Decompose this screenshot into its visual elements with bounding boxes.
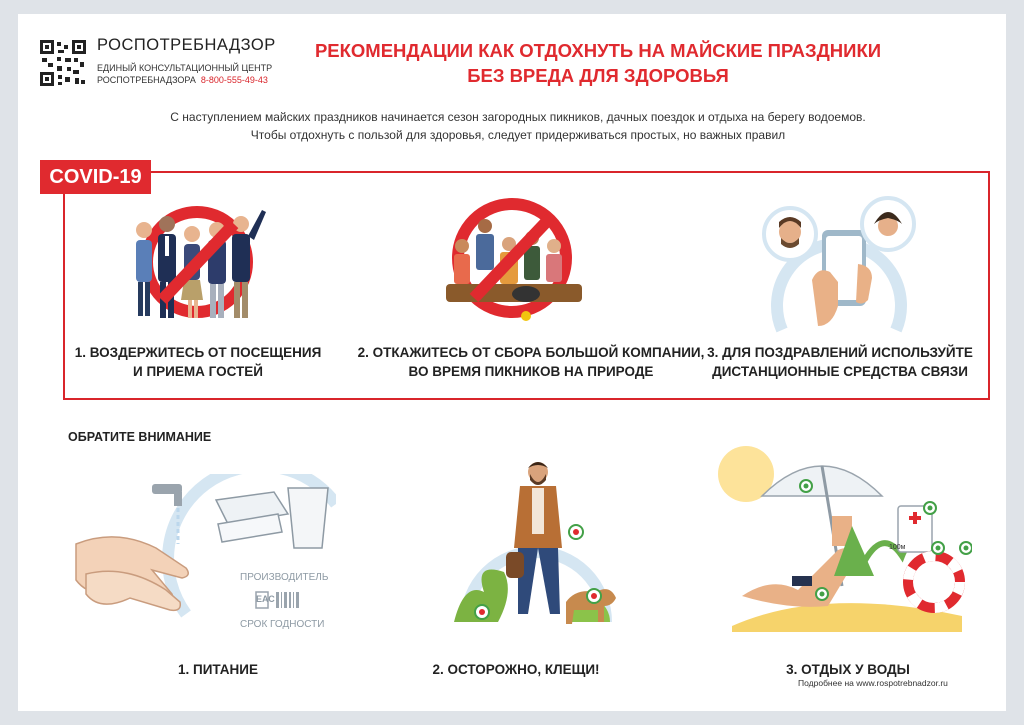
consult-center-line1: ЕДИНЫЙ КОНСУЛЬТАЦИОННЫЙ ЦЕНТР: [97, 63, 273, 73]
qr-code-icon: [40, 40, 86, 86]
page-title: [308, 38, 888, 88]
covid-caption-1-line2: И ПРИЕМА ГОСТЕЙ: [133, 364, 263, 379]
beach-icon: [702, 436, 972, 632]
covid-caption-3-line1: 3. ДЛЯ ПОЗДРАВЛЕНИЙ ИСПОЛЬЗУЙТЕ: [707, 345, 973, 360]
hotline-phone[interactable]: 8-800-555-49-43: [200, 75, 268, 85]
handwash-food-icon: [66, 474, 336, 624]
covid-caption-2-line1: 2. ОТКАЖИТЕСЬ ОТ СБОРА БОЛЬШОЙ КОМПАНИИ,: [357, 345, 705, 360]
intro-line2: Чтобы отдохнуть с пользой для здоровья, следует придерживаться простых, но важных правил: [250, 128, 786, 142]
title-line1: РЕКОМЕНДАЦИИ КАК ОТДОХНУТЬ НА МАЙСКИЕ ПРАЗДНИКИ: [314, 40, 882, 61]
covid-caption-2-line2: ВО ВРЕМЯ ПИКНИКОВ НА ПРИРОДЕ: [408, 364, 654, 379]
package-producer-label: ПРОИЗВОДИТЕЛЬ: [240, 572, 329, 583]
consult-center-line2: [97, 74, 272, 86]
consult-center: [97, 62, 272, 86]
covid-caption-1: [53, 343, 343, 381]
no-picnic-icon: [426, 194, 600, 324]
header-logo: [40, 36, 280, 96]
consult-center-org: РОСПОТРЕБНАДЗОРА: [97, 75, 196, 85]
attention-caption-3: 3. ОТДЫХ У ВОДЫ: [786, 662, 910, 677]
covid-caption-2: [356, 343, 706, 381]
package-eac-mark: ЕАС: [256, 594, 275, 604]
footer-link[interactable]: Подробнее на www.rospotrebnadzor.ru: [798, 678, 948, 688]
package-expiry-label: СРОК ГОДНОСТИ: [240, 619, 325, 630]
smartphone-call-icon: [754, 190, 924, 338]
attention-heading: ОБРАТИТЕ ВНИМАНИЕ: [68, 430, 212, 444]
covid-label: COVID-19: [40, 160, 151, 194]
attention-caption-2: 2. ОСТОРОЖНО, КЛЕЩИ!: [432, 662, 600, 677]
hiker-dog-icon: [446, 452, 626, 634]
poster: [18, 14, 1006, 711]
intro-line1: С наступлением майских праздников начинается сезон загородных пикников, дачных поездок и отдыха на берегу водоемов.: [170, 110, 866, 124]
title-line2: БЕЗ ВРЕДА ДЛЯ ЗДОРОВЬЯ: [467, 65, 729, 86]
covid-caption-3: [690, 343, 990, 381]
covid-caption-1-line1: 1. ВОЗДЕРЖИТЕСЬ ОТ ПОСЕЩЕНИЯ: [74, 345, 322, 360]
beach-distance-sign: 100м: [889, 544, 906, 551]
intro-text: [78, 108, 958, 144]
attention-caption-1: 1. ПИТАНИЕ: [177, 662, 259, 677]
no-guests-icon: [114, 200, 280, 326]
org-name: РОСПОТРЕБНАДЗОР: [97, 36, 276, 54]
covid-caption-3-line2: ДИСТАНЦИОННЫЕ СРЕДСТВА СВЯЗИ: [712, 364, 968, 379]
